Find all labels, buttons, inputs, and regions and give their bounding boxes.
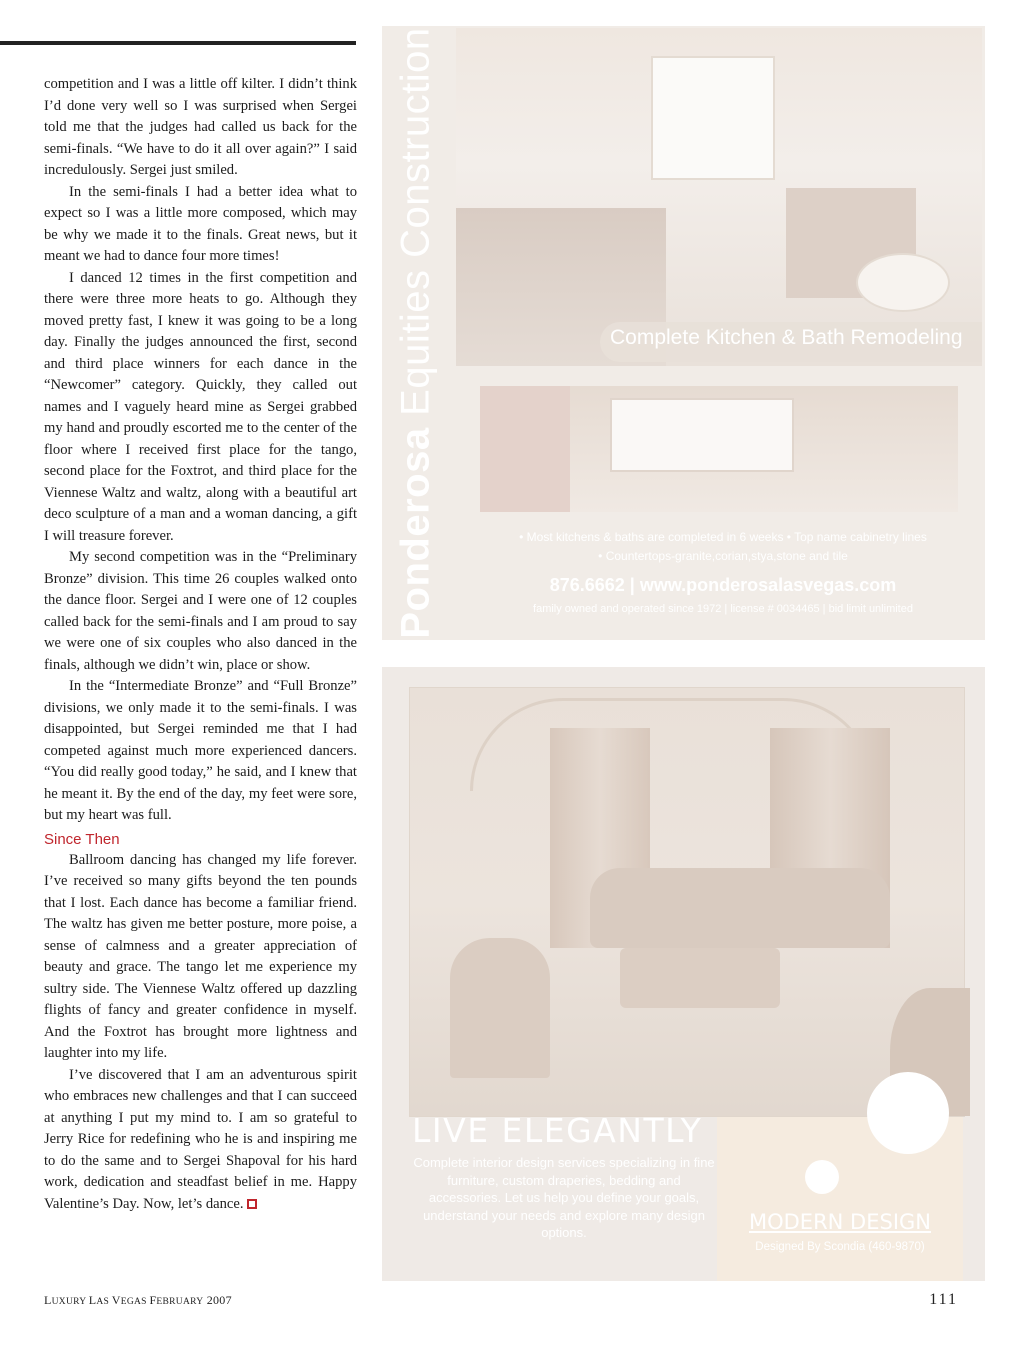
scondia-ad (382, 667, 985, 1281)
article-paragraph-4: My second competition was in the “Preliminary Bronze” division. This time 26 couples walked onto the dance floor. Sergei and I were one of 12 couples called back for the semi-finals and I am proud to say we were one of six couples who also danced in the finals, although we didn’t win, place or show. (44, 549, 357, 673)
footer-smallcaps: EGAS (120, 1297, 150, 1307)
closing-text: I’ve discovered that I am an adventurous spirit who embraces new challenges and that I can succeed at anything I put my mind to. I am so grateful to Jerry Rice for redefining who he is and inspiring me to do the same and to Sergei Shapoval for his hard work, dedication and steadfast belief in me. Happy Valentine’s Day. Now, let’s dance. (44, 1066, 357, 1212)
subhead-since-then: Since Then (44, 830, 120, 848)
modern-design-heading: MODERN DESIGN (748, 1210, 931, 1234)
article-column (44, 74, 357, 1215)
photo-window (651, 56, 775, 180)
article-paragraph-7 (44, 1065, 357, 1216)
footer-letter: L (44, 1293, 52, 1307)
article-paragraph-2: In the semi-finals I had a better idea what to expect so I was a little more composed, which may be why we made it to the finals. Great news, but it meant we had to dance four more times! (44, 183, 357, 264)
end-of-article-icon (247, 1199, 257, 1209)
ponderosa-bullets (480, 528, 966, 566)
photo-toilet (856, 253, 950, 312)
footer-magazine-title (44, 1293, 232, 1308)
photo-coffee-table (620, 948, 780, 1008)
ponderosa-banner (600, 322, 982, 362)
ponderosa-brand-bold: Ponderosa (393, 427, 438, 639)
ponderosa-brand-text (394, 27, 439, 638)
article-paragraph-1: competition and I was a little off kilter. I didn’t think I’d done very well so I was surprised when Sergei told me that the judges had called us back for the semi-finals. “We have to do it all over again?” I said incredulously. Sergei just smiled. (44, 76, 357, 178)
footer-letter: V (111, 1293, 121, 1307)
photo-armchair (450, 938, 550, 1078)
footer-letter: L (88, 1293, 97, 1307)
article-paragraph-6: Ballroom dancing has changed my life forever. I’ve received so many gifts beyond the ten pounds that I lost. Each dance has become a familiar friend. The waltz has given me better posture, more poise, a sense of calmness and a greater appreciation of beauty and grace. The tango let me experience my sultry side. The Viennese Waltz offered up dazzling flights of fancy and greater confidence in myself. And the Foxtrot has brought more lightness and laughter into my life. (44, 851, 357, 1061)
living-room-photo (409, 687, 965, 1117)
kitchen-photo (480, 386, 958, 512)
designed-by-line: Designed By Scondia (460-9870) (755, 1241, 925, 1253)
footer-smallcaps: UXURY (51, 1297, 89, 1307)
decor-circle-large (867, 1072, 949, 1154)
photo-wall (480, 386, 570, 512)
ponderosa-family-line: family owned and operated since 1972 | license # 0034465 | bid limit unlimited (533, 603, 913, 615)
decor-circle-small (805, 1160, 839, 1194)
ponderosa-ad (382, 26, 985, 640)
bullet-line-2: • Countertops-granite,corian,stya,stone and tile (598, 549, 848, 563)
article-paragraph-3: I danced 12 times in the first competition and there were three more heats to go. Although they moved pretty fast, I knew it was going to be a long day. Finally the judges announced the first, second and third place winners for each dance in the “Newcomer” category. Quickly, they called out names and I vaguely heard mine as Sergei grabbed my hand and proudly escorted me to the center of the floor where I received first place for the tango, second place for the Foxtrot, and third place for the Viennese Waltz and waltz, along with a beautiful art deco sculpture of a man and a woman dancing, a gift I will treasure forever. (44, 269, 357, 544)
photo-sofa (590, 868, 890, 948)
photo-kitchen-window (610, 398, 794, 472)
ponderosa-brand-rest: Equities Construction (393, 27, 438, 428)
footer-smallcaps: EBRUARY (156, 1297, 204, 1307)
banner-text: Complete Kitchen & Bath Remodeling (610, 326, 963, 349)
footer-year: 2007 (203, 1293, 232, 1307)
scondia-body: Complete interior design services specializing in fine furniture, custom draperies, bedding and accessories. Let us help you define your goals, understand your needs and explore many design options. (413, 1155, 715, 1240)
footer-smallcaps: AS (96, 1297, 112, 1307)
bullet-line-1: • Most kitchens & baths are completed in 6 weeks • Top name cabinetry lines (519, 530, 927, 544)
live-elegantly-title: LIVE ELEGANTLY (412, 1111, 703, 1150)
top-rule (0, 41, 356, 45)
page-number: 111 (929, 1291, 958, 1308)
ponderosa-vertical-brand (390, 26, 442, 640)
footer-letter: F (149, 1293, 157, 1307)
article-paragraph-5: In the “Intermediate Bronze” and “Full Bronze” divisions, we only made it to the semi-finals. I was disappointed, but Sergei reminded me that I had competed against much more experienced dancers. “You did really good today,” he said, and I knew that he meant it. By the end of the day, my feet were sore, but my heart was full. (44, 678, 357, 823)
bathroom-photo (456, 28, 982, 366)
ponderosa-phone-web[interactable]: 876.6662 | www.ponderosalasvegas.com (549, 575, 897, 595)
